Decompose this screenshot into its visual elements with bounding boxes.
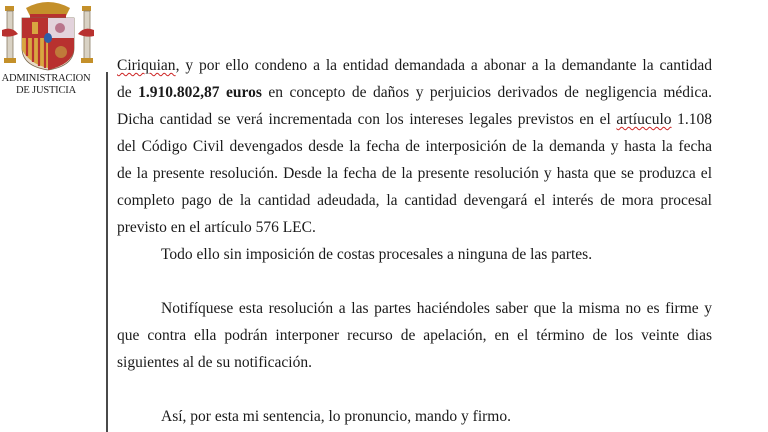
- text-line: previsto en el artículo 576 LEC.: [117, 219, 316, 236]
- institution-name: [0, 73, 92, 97]
- paragraph-firma: Así, por esta mi sentencia, lo pronuncio, mando y firmo.: [161, 408, 511, 425]
- text-line: siguientes al de su notificación.: [117, 354, 312, 371]
- institution-line2: DE JUSTICIA: [16, 85, 76, 96]
- text-line: del Código Civil devengados desde la fecha de interposición de la demanda y hasta la fecha: [117, 138, 712, 155]
- text-line: de 1.910.802,87 euros en concepto de daños y perjuicios derivados de negligencia médica.: [117, 84, 712, 101]
- paragraph-notificacion: Notifíquese esta resolución a las partes haciéndoles saber que la misma no es firme y: [161, 300, 712, 317]
- misspelled-word[interactable]: Ciriquian: [117, 57, 176, 74]
- misspelled-word[interactable]: artíuculo: [616, 111, 672, 128]
- text-line: de la presente resolución. Desde la fecha de la presente resolución y hasta que se produzca el: [117, 165, 712, 182]
- text-line: completo pago de la cantidad adeudada, la cantidad devengará el interés de mora procesal: [117, 192, 712, 209]
- margin-rule: [106, 72, 108, 432]
- text-line: Dicha cantidad se verá incrementada con los intereses legales previstos en el artíuculo 1.108: [117, 111, 713, 128]
- coat-of-arms-icon: [0, 0, 96, 72]
- coat-of-arms-logo: [0, 0, 96, 100]
- institution-line1: ADMINISTRACION: [1, 73, 91, 84]
- text-line: que contra ella podrán interponer recurso de apelación, en el término de los veinte dias: [117, 327, 712, 344]
- amount-bold: 1.910.802,87 euros: [138, 84, 262, 101]
- paragraph-costas: Todo ello sin imposición de costas procesales a ninguna de las partes.: [161, 246, 593, 263]
- text-line: Ciriquian, y por ello condeno a la entidad demandada a abonar a la demandante la cantidad: [117, 57, 712, 74]
